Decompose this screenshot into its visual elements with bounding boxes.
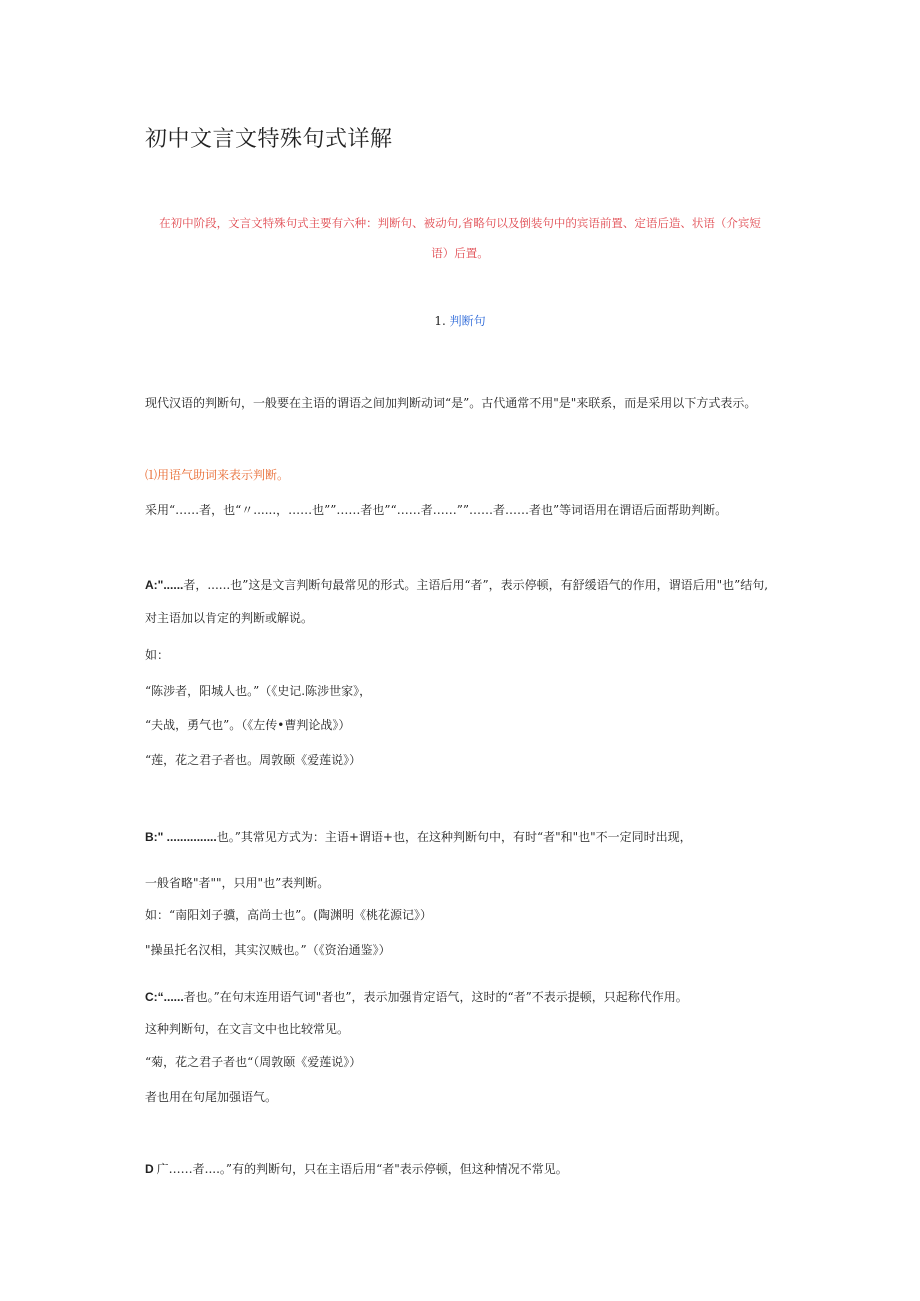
item-b-text: 也。”其常见方式为：主语+谓语+也，在这种判断句中，有时“者"和"也"不一定同时出现， [216,830,692,844]
item-c-example-1: “菊，花之君子者也“（周敦颐《爱莲说》） [145,1055,362,1069]
item-b [145,829,692,845]
item-a [145,577,768,593]
intro-line-2: 语）后置。 [431,246,489,260]
intro-line-1: 在初中阶段，文言文特殊句式主要有六种：判断句、被动句,省略句以及倒装句中的宾语前置、定语后造、状语（介宾短 [159,216,761,230]
page-title: 初中文言文特殊句式详解 [145,127,393,152]
section-heading-judgment [145,313,775,329]
item-c-note: 者也用在句尾加强语气。 [145,1090,278,1104]
item-d-text: 广……者....。”有的判断句，只在主语后用“者"表示停顿，但这种情况不常见。 [156,1162,568,1176]
item-a-example-1: “陈涉者，阳城人也。”（《史记.陈涉世家》， [145,684,372,698]
item-b-lead: B:" ............... [145,830,217,844]
item-a-continuation: 对主语加以肯定的判断或解说。 [145,611,314,625]
item-a-example-2: “夫战，勇气也”。（《左传•曹判论战》） [145,718,351,732]
item-c-continuation: 这种判断句，在文言文中也比较常见。 [145,1022,350,1036]
item-c [145,989,688,1005]
item-a-text: 者，......也”这是文言判断句最常见的形式。主语后用“者”，表示停顿，有舒缓语气的作用，谓语后用"也”结句, [183,578,769,592]
item-b-example-1: 如：“南阳刘子骥，高尚士也”。(陶渊明《桃花源记》） [145,908,432,922]
item-c-text: 者也。”在句末连用语气词"者也”，表示加强肯定语气，这时的“者”不表示提顿，只起称代作用。 [183,990,688,1004]
item-a-lead: A:"...... [145,578,184,592]
item-a-example-3: “莲，花之君子者也。周敦颐《爱莲说》） [145,753,362,767]
paragraph-modern-chinese: 现代汉语的判断句，一般要在主语的谓语之间加判断动词“是”。古代通常不用"是"来联系，而是采用以下方式表示。 [145,396,757,410]
item-c-lead: C:“...... [145,990,184,1004]
item-d-lead: D [145,1162,154,1176]
subheading-particles: ⑴用语气助词来表示判断。 [145,468,290,482]
item-b-continuation: 一般省略"者""，只用"也”表判断。 [145,876,330,890]
section-label: 判断句 [449,314,486,328]
item-b-example-2: "操虽托名汉相，其实汉贼也。”（《资治通鉴》） [145,943,391,957]
paragraph-adopt: 采用“……者，也“〃......，……也””……者也”“……者……””……者……者也”等词语用在谓语后面帮助判断。 [145,503,728,517]
item-d [145,1161,568,1177]
item-a-ru: 如： [145,648,170,662]
section-number: 1. [434,314,446,328]
